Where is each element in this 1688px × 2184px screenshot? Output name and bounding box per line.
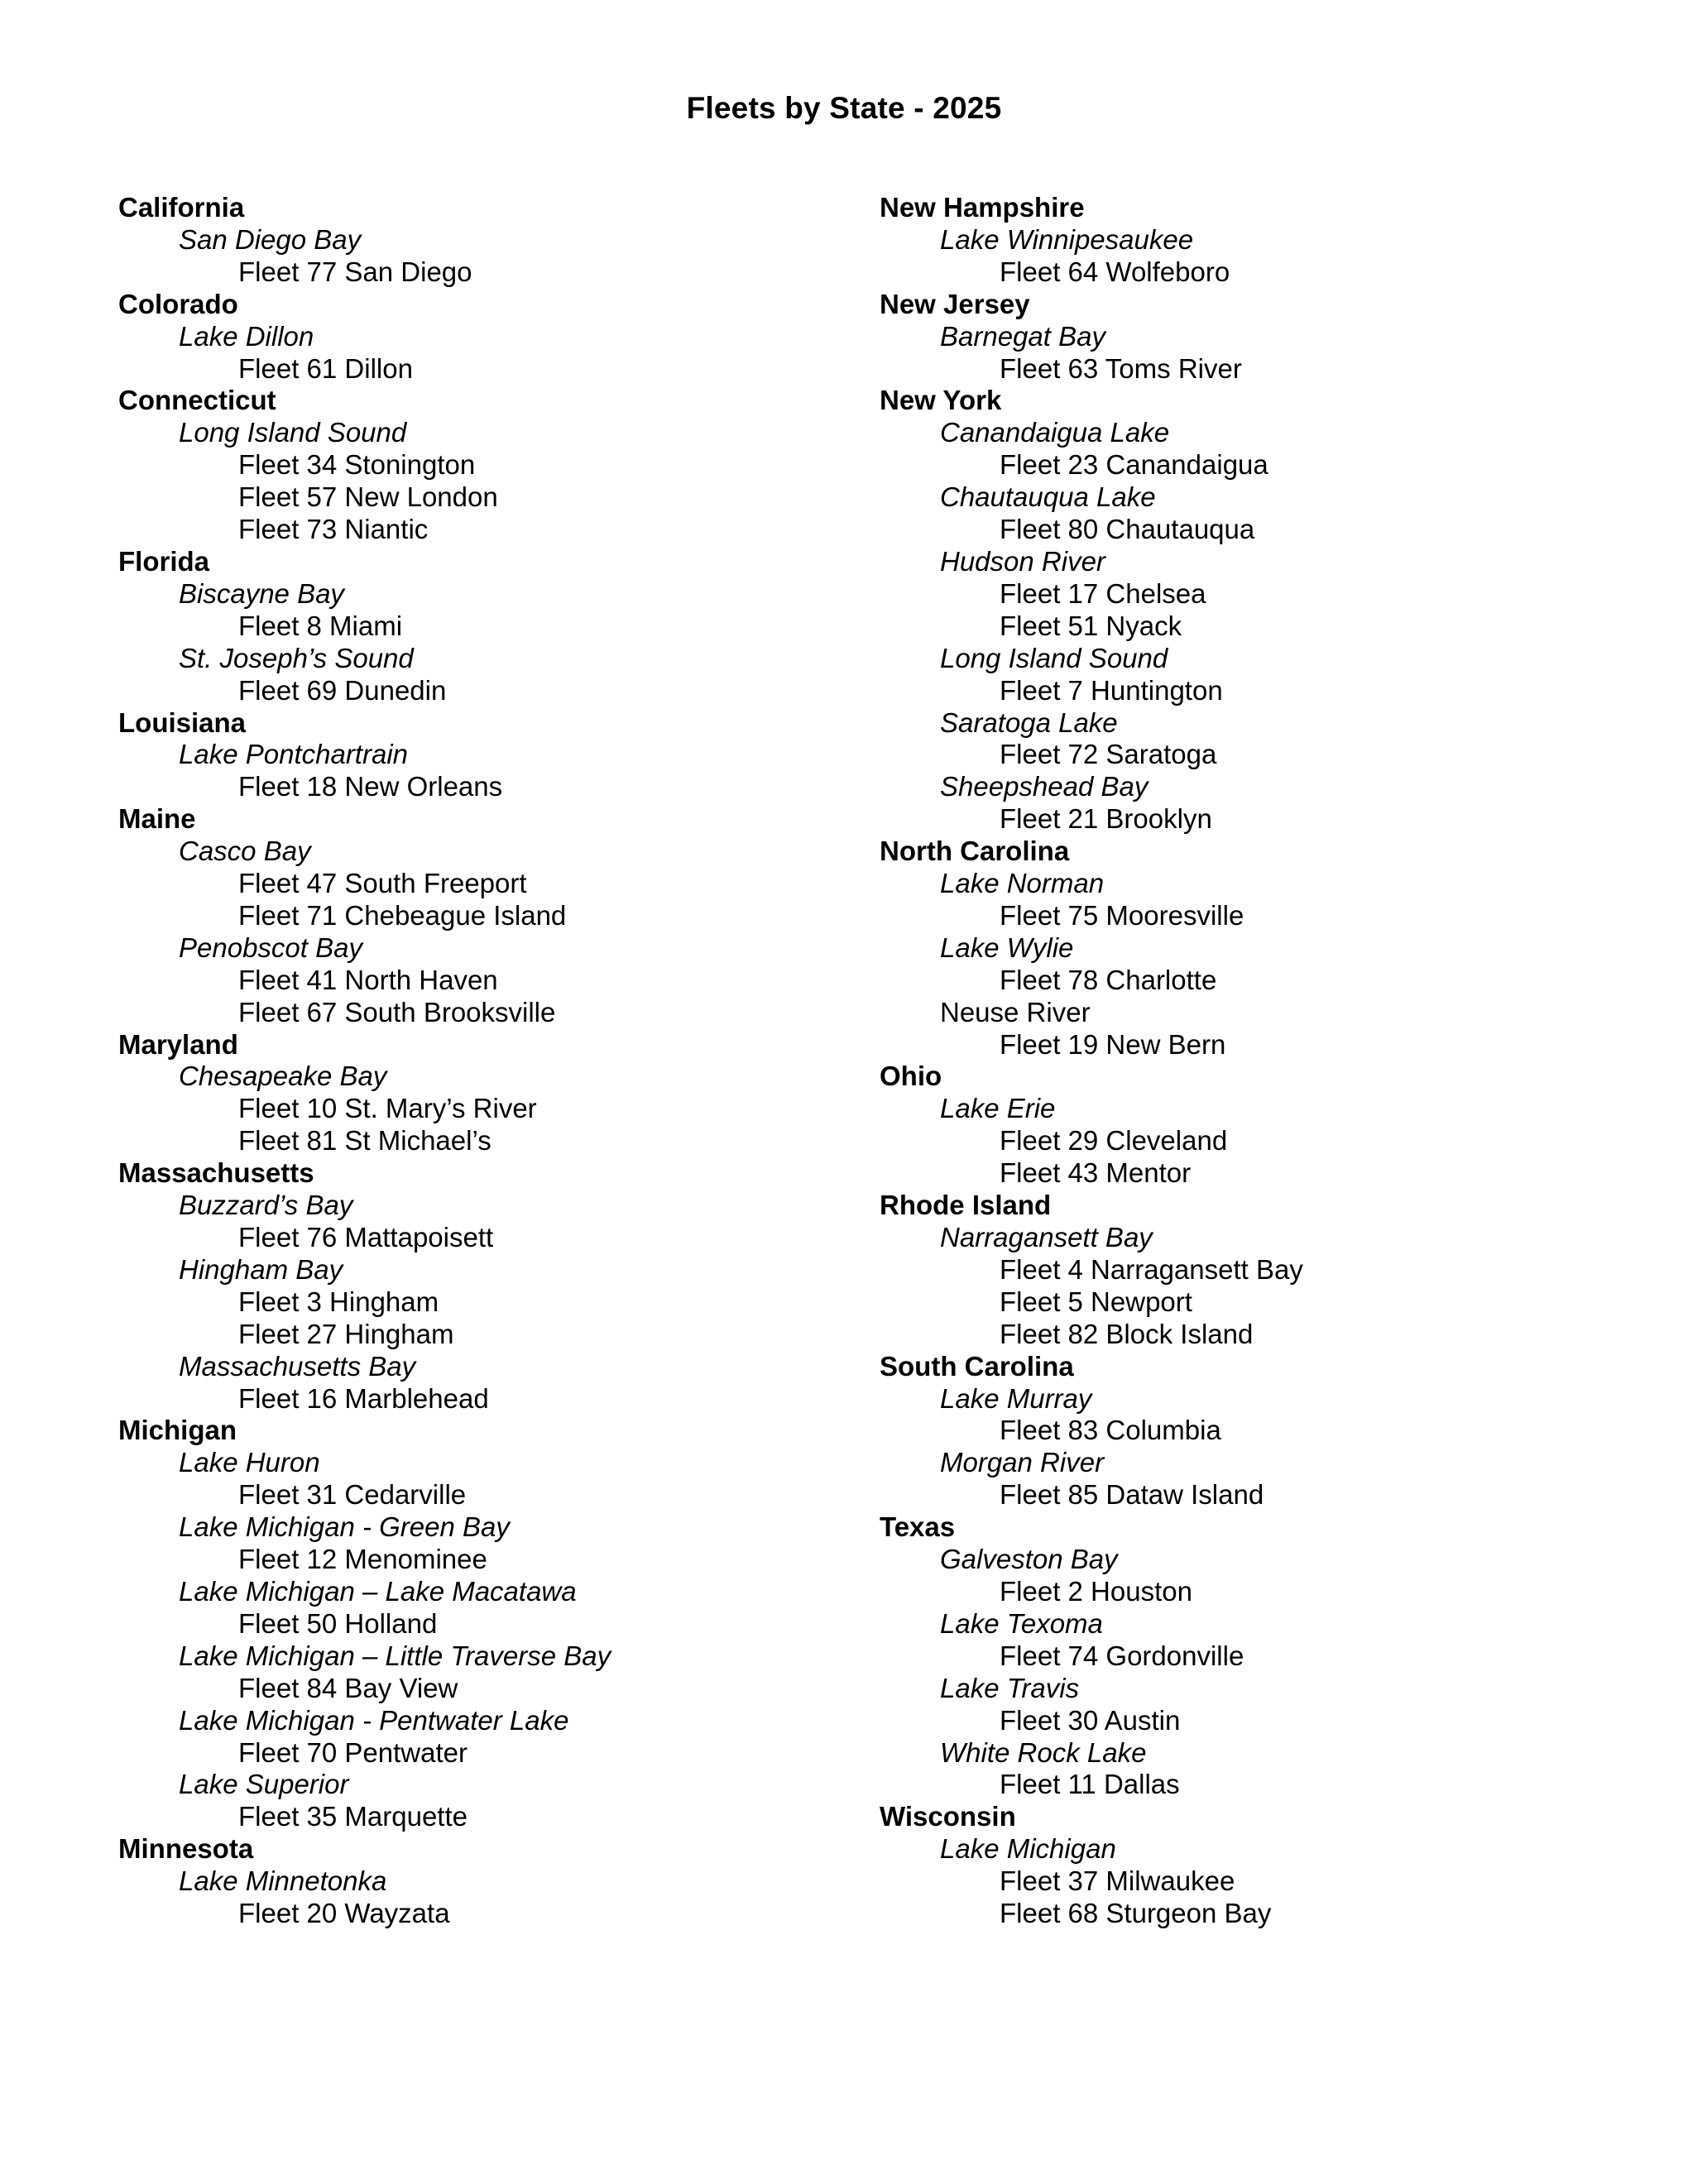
fleet-entry: Fleet 2 Houston [1000,1575,1192,1607]
fleet-entry: Fleet 81 St Michael’s [238,1125,492,1157]
water-body-neuse-river: Neuse River [940,996,1091,1027]
state-heading-ohio: Ohio [880,1061,942,1092]
water-body-lake-erie: Lake Erie [940,1093,1056,1124]
fleet-entry: Fleet 77 San Diego [238,256,472,287]
water-body-penobscot-bay: Penobscot Bay [179,932,362,963]
water-body-lake-michigan: Lake Michigan [940,1833,1116,1865]
fleet-entry: Fleet 82 Block Island [1000,1318,1254,1349]
water-body-saratoga-lake: Saratoga Lake [940,706,1118,738]
state-heading-texas: Texas [880,1511,956,1543]
water-body-galveston-bay: Galveston Bay [940,1544,1118,1575]
state-heading-maine: Maine [118,803,196,835]
state-heading-louisiana: Louisiana [118,706,247,738]
water-body-lake-murray: Lake Murray [940,1382,1092,1414]
fleet-entry: Fleet 23 Canandaigua [1000,449,1268,481]
fleet-entry: Fleet 35 Marquette [238,1801,468,1832]
water-body-lake-norman: Lake Norman [940,868,1105,899]
water-body-lake-huron: Lake Huron [179,1447,320,1478]
water-body-st-josephs-sound: St. Joseph’s Sound [179,642,414,673]
state-heading-rhode-island: Rhode Island [880,1190,1052,1221]
water-body-hudson-river: Hudson River [940,545,1105,577]
water-body-lake-michigan-lake-macatawa: Lake Michigan – Lake Macatawa [179,1575,577,1607]
fleet-entry: Fleet 76 Mattapoisett [238,1222,494,1252]
fleet-entry: Fleet 71 Chebeague Island [238,899,567,931]
state-heading-south-carolina: South Carolina [880,1350,1074,1382]
fleet-entry: Fleet 3 Hingham [238,1286,439,1317]
fleet-entry: Fleet 74 Gordonville [1000,1640,1244,1671]
fleet-entry: Fleet 47 South Freeport [238,868,527,899]
state-heading-florida: Florida [118,545,210,577]
fleet-entry: Fleet 75 Mooresville [1000,899,1244,931]
state-heading-california: California [118,192,245,223]
water-body-lake-texoma: Lake Texoma [940,1607,1103,1639]
fleet-entry: Fleet 43 Mentor [1000,1157,1192,1189]
fleet-entry: Fleet 70 Pentwater [238,1736,468,1768]
fleet-entry: Fleet 29 Cleveland [1000,1125,1228,1157]
fleet-entry: Fleet 83 Columbia [1000,1415,1221,1446]
water-body-lake-michigan-pentwater-lake: Lake Michigan - Pentwater Lake [179,1704,569,1736]
state-heading-new-york: New York [880,385,1002,416]
fleet-entry: Fleet 51 Nyack [1000,610,1182,641]
state-heading-minnesota: Minnesota [118,1833,254,1865]
water-body-barnegat-bay: Barnegat Bay [940,320,1105,352]
state-heading-north-carolina: North Carolina [880,836,1070,867]
fleet-entry: Fleet 61 Dillon [238,352,413,384]
water-body-morgan-river: Morgan River [940,1447,1105,1478]
fleet-entry: Fleet 73 Niantic [238,514,429,545]
fleet-entry: Fleet 12 Menominee [238,1544,487,1575]
water-body-casco-bay: Casco Bay [179,836,311,867]
fleet-entry: Fleet 11 Dallas [1000,1769,1180,1800]
state-heading-connecticut: Connecticut [118,385,276,416]
state-heading-michigan: Michigan [118,1415,237,1446]
state-heading-new-hampshire: New Hampshire [880,192,1085,223]
water-body-sheepshead-bay: Sheepshead Bay [940,771,1149,802]
state-heading-wisconsin: Wisconsin [880,1801,1016,1832]
fleet-entry: Fleet 68 Sturgeon Bay [1000,1898,1272,1929]
state-heading-maryland: Maryland [118,1028,238,1060]
fleet-entry: Fleet 27 Hingham [238,1318,454,1349]
fleet-entry: Fleet 84 Bay View [238,1672,458,1703]
fleet-entry: Fleet 17 Chelsea [1000,577,1206,609]
fleet-entry: Fleet 78 Charlotte [1000,964,1217,995]
fleet-entry: Fleet 85 Dataw Island [1000,1479,1264,1511]
fleet-entry: Fleet 37 Milwaukee [1000,1866,1235,1897]
state-heading-new-jersey: New Jersey [880,288,1030,319]
water-body-biscayne-bay: Biscayne Bay [179,577,344,609]
fleet-entry: Fleet 30 Austin [1000,1704,1181,1736]
fleet-entry: Fleet 10 St. Mary’s River [238,1093,537,1124]
water-body-massachusetts-bay: Massachusetts Bay [179,1350,416,1382]
page-title: Fleets by State - 2025 [686,91,1002,125]
fleet-entry: Fleet 50 Holland [238,1607,438,1639]
water-body-chautauqua-lake: Chautauqua Lake [940,481,1156,513]
fleet-column-left [118,192,846,1930]
water-body-san-diego-bay: San Diego Bay [179,223,362,255]
fleet-entry: Fleet 67 South Brooksville [238,996,556,1027]
fleet-entry: Fleet 31 Cedarville [238,1479,467,1511]
fleet-entry: Fleet 8 Miami [238,610,403,641]
fleet-entry: Fleet 64 Wolfeboro [1000,256,1230,287]
water-body-lake-minnetonka: Lake Minnetonka [179,1866,387,1897]
fleet-entry: Fleet 20 Wayzata [238,1898,450,1929]
water-body-white-rock-lake: White Rock Lake [940,1736,1147,1768]
water-body-buzzards-bay: Buzzard’s Bay [179,1190,353,1221]
fleet-entry: Fleet 21 Brooklyn [1000,803,1212,835]
state-heading-colorado: Colorado [118,288,238,319]
water-body-lake-michigan-green-bay: Lake Michigan - Green Bay [179,1511,510,1543]
fleet-entry: Fleet 7 Huntington [1000,674,1223,706]
fleet-entry: Fleet 19 New Bern [1000,1028,1226,1060]
water-body-lake-travis: Lake Travis [940,1672,1080,1703]
state-heading-massachusetts: Massachusetts [118,1157,314,1189]
fleet-column-right [880,192,1649,1930]
fleet-entry: Fleet 5 Newport [1000,1286,1192,1317]
water-body-chesapeake-bay: Chesapeake Bay [179,1061,387,1092]
fleet-entry: Fleet 16 Marblehead [238,1382,489,1414]
fleet-entry: Fleet 69 Dunedin [238,674,447,706]
water-body-lake-pontchartrain: Lake Pontchartrain [179,739,409,770]
water-body-lake-wylie: Lake Wylie [940,932,1074,963]
water-body-lake-winnipesaukee: Lake Winnipesaukee [940,223,1194,255]
fleet-entry: Fleet 18 New Orleans [238,771,503,802]
water-body-lake-michigan-little-traverse-bay: Lake Michigan – Little Traverse Bay [179,1640,611,1671]
water-body-narragansett-bay: Narragansett Bay [940,1222,1153,1252]
water-body-hingham-bay: Hingham Bay [179,1253,343,1285]
fleet-entry: Fleet 57 New London [238,481,498,513]
water-body-long-island-sound: Long Island Sound [179,417,407,448]
fleet-entry: Fleet 80 Chautauqua [1000,514,1255,545]
fleet-entry: Fleet 72 Saratoga [1000,739,1217,770]
fleet-entry: Fleet 4 Narragansett Bay [1000,1253,1303,1285]
fleet-entry: Fleet 63 Toms River [1000,352,1242,384]
water-body-lake-dillon: Lake Dillon [179,320,314,352]
fleet-entry: Fleet 41 North Haven [238,964,498,995]
water-body-canandaigua-lake: Canandaigua Lake [940,417,1170,448]
water-body-long-island-sound: Long Island Sound [940,642,1168,673]
water-body-lake-superior: Lake Superior [179,1769,349,1800]
fleet-entry: Fleet 34 Stonington [238,449,476,481]
